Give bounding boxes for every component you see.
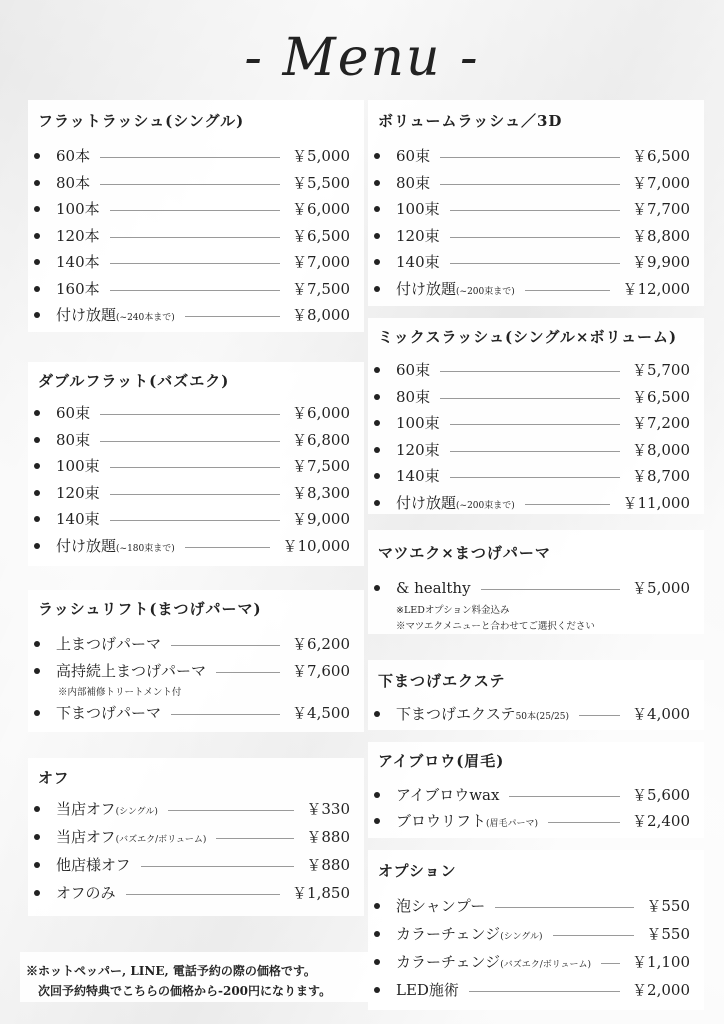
leader-line [185,316,280,317]
menu-item-price: ￥880 [306,856,350,874]
menu-item-label: 120束 [396,226,440,245]
menu-item-volume-4 [374,251,690,273]
bullet-icon [374,259,380,265]
menu-item-flat-1 [34,172,350,194]
bullet-icon [34,206,40,212]
menu-item-mix-0 [374,359,690,381]
menu-item-name [396,923,543,948]
menu-item-name [56,798,158,823]
menu-item-price: ￥7,200 [632,414,690,432]
menu-item-price: ￥7,700 [632,200,690,218]
leader-line [450,424,620,425]
menu-item-off-0 [34,798,350,820]
menu-item-price: ￥8,800 [632,226,690,245]
menu-item-price: ￥550 [646,897,690,915]
footer-note-1: ※ホットペッパー, LINE, 電話予約の際の価格です。 [26,964,316,978]
section-title-flat: フラットラッシュ(シングル) [38,112,245,130]
menu-item-price: ￥9,900 [632,253,690,271]
menu-item-flat-0 [34,145,350,167]
menu-item-name [56,633,161,655]
menu-item-name [396,198,440,220]
menu-item-label: 付け放題 [396,279,457,298]
menu-item-name [56,251,100,273]
bullet-icon [34,806,40,812]
bullet-icon [374,903,380,909]
menu-item-price: ￥7,500 [292,457,350,475]
menu-item-price: ￥7,600 [292,662,350,680]
section-title-off: オフ [38,769,70,787]
menu-item-price: ￥6,000 [292,404,350,422]
bullet-icon [374,959,380,965]
leader-line [100,184,280,185]
leader-line [548,822,620,823]
leader-line [168,810,294,811]
bullet-icon [374,792,380,798]
menu-item-label: 140束 [56,510,100,528]
menu-item-name [396,278,515,303]
footer-note-2: 次回予約特典でこちらの価格から-200円になります。 [38,984,332,998]
leader-line [100,414,280,415]
menu-item-price: ￥5,700 [632,361,690,379]
bullet-icon [374,206,380,212]
bullet-icon [374,987,380,993]
matsuperm-note-2: ※マツエクメニューと合わせてご選択ください [396,621,595,632]
leader-line [110,520,280,521]
bullet-icon [374,711,380,717]
menu-item-name [396,359,430,381]
menu-item-label: 140束 [396,253,440,271]
bullet-icon [374,394,380,400]
bullet-icon [34,834,40,840]
menu-item-mix-5 [374,492,690,514]
menu-item-label: LED施術 [396,981,459,999]
menu-item-label: カラーチェンジ [396,953,501,971]
menu-item-label: カラーチェンジ [396,925,501,943]
menu-item-label: 140束 [396,467,440,485]
bullet-icon [34,312,40,318]
menu-item-note: (~200束まで) [456,500,515,511]
menu-item-label: 100本 [56,200,100,218]
menu-item-price: ￥12,000 [622,279,690,298]
menu-item-label: 泡シャンプー [396,897,486,915]
menu-item-name [56,702,161,724]
menu-item-label: 付け放題 [396,493,457,512]
leader-line [525,290,610,291]
menu-item-name [56,535,175,560]
menu-item-volume-5 [374,278,690,300]
menu-item-volume-3 [374,225,690,247]
leader-line [450,237,620,238]
menu-item-name [396,412,440,434]
bullet-icon [34,259,40,265]
section-title-volume: ボリュームラッシュ／3D [378,112,563,130]
menu-item-volume-1 [374,172,690,194]
menu-item-price: ￥6,000 [292,200,350,218]
menu-item-label: 120束 [56,483,100,502]
bullet-icon [34,890,40,896]
bullet-icon [374,818,380,824]
menu-item-label: 80束 [396,173,431,192]
menu-item-double-3 [34,482,350,504]
menu-item-label: 付け放題 [56,536,117,555]
menu-item-name [56,482,100,504]
menu-item-label: 100束 [396,414,440,432]
menu-title: - Menu - [244,28,480,88]
bullet-icon [374,153,380,159]
menu-item-name [396,492,515,517]
menu-item-price: ￥4,500 [292,704,350,722]
menu-item-name [56,854,131,876]
menu-item-name [56,826,206,851]
menu-item-name [56,304,175,329]
leader-line [110,263,280,264]
menu-item-price: ￥9,000 [292,510,350,528]
menu-item-price: ￥11,000 [622,493,690,512]
menu-item-note: (バズエク/ボリューム) [115,835,207,845]
menu-item-mix-3 [374,439,690,461]
bullet-icon [34,286,40,292]
menu-item-price: ￥7,500 [292,279,350,298]
menu-item-price: ￥880 [306,828,350,846]
menu-item-price: ￥6,800 [292,430,350,449]
menu-item-price: ￥1,100 [632,953,690,971]
leader-line [110,290,280,291]
bullet-icon [374,286,380,292]
menu-item-lift-0 [34,633,350,655]
menu-item-mix-1 [374,386,690,408]
menu-item-price: ￥10,000 [282,536,350,555]
menu-item-name [56,145,90,167]
menu-item-name [56,402,90,424]
menu-item-label: 下まつげパーマ [56,704,162,722]
menu-item-label: 60束 [396,147,431,165]
menu-item-lower-0 [374,703,690,725]
menu-item-brow-1 [374,810,690,832]
leader-line [440,371,620,372]
menu-item-note: (シングル) [115,807,158,817]
menu-item-price: ￥5,500 [292,173,350,192]
leader-line [450,210,620,211]
menu-item-label: & healthy [396,579,471,597]
menu-item-name [56,225,100,247]
menu-item-name [396,225,440,247]
leader-line [110,210,280,211]
leader-line [100,157,280,158]
menu-item-name [56,278,100,300]
menu-item-price: ￥8,300 [292,483,350,502]
bullet-icon [374,447,380,453]
menu-item-note: 50本(25/25) [515,712,569,722]
menu-item-name [396,810,538,835]
bullet-icon [374,585,380,591]
menu-item-brow-0 [374,784,690,806]
menu-item-price: ￥4,000 [632,705,690,723]
menu-item-option-1 [374,923,690,945]
menu-item-name [396,251,440,273]
menu-item-name [396,951,591,976]
section-title-option: オプション [378,862,457,880]
menu-item-off-1 [34,826,350,848]
menu-item-flat-3 [34,225,350,247]
leader-line [100,441,280,442]
leader-line [440,398,620,399]
menu-item-lift-1 [34,660,350,682]
bullet-icon [374,233,380,239]
menu-item-name [396,386,430,408]
menu-item-name [396,439,440,461]
leader-line [126,894,280,895]
leader-line [509,796,620,797]
menu-item-name [56,198,100,220]
menu-item-label: 160本 [56,279,100,298]
leader-line [525,504,610,505]
menu-item-label: 高持続上まつげパーマ [56,662,207,680]
leader-line [440,157,620,158]
menu-item-volume-2 [374,198,690,220]
menu-item-price: ￥5,600 [632,786,690,804]
menu-item-price: ￥550 [646,925,690,943]
menu-item-label: オフのみ [56,884,116,902]
menu-item-label: 当店オフ [56,800,116,818]
leader-line [450,451,620,452]
menu-item-price: ￥1,850 [292,884,350,902]
menu-item-label: 80束 [56,430,91,449]
leader-line [553,935,634,936]
bullet-icon [374,500,380,506]
leader-line [481,589,620,590]
leader-line [185,547,270,548]
leader-line [216,672,280,673]
menu-item-label: 60束 [56,404,91,422]
menu-item-mix-2 [374,412,690,434]
menu-item-note: (バズエク/ボリューム) [500,960,591,970]
leader-line [171,645,280,646]
bullet-icon [374,473,380,479]
bullet-icon [34,410,40,416]
menu-item-name [56,429,90,451]
menu-item-matsuperm-0 [374,577,690,599]
menu-item-name [396,895,485,917]
menu-item-name [396,145,430,167]
menu-item-price: ￥7,000 [292,253,350,271]
menu-item-price: ￥330 [306,800,350,818]
menu-item-label: 120束 [396,440,440,459]
menu-item-label: 上まつげパーマ [56,635,162,653]
leader-line [141,866,294,867]
menu-item-label: 100束 [396,200,440,218]
menu-item-double-1 [34,429,350,451]
section-title-matsuperm: マツエク×まつげパーマ [378,544,551,562]
menu-item-off-2 [34,854,350,876]
menu-item-price: ￥6,500 [632,387,690,406]
menu-item-name [56,660,206,682]
menu-item-option-3 [374,979,690,1001]
bullet-icon [34,710,40,716]
section-title-lift: ラッシュリフト(まつげパーマ) [38,600,262,618]
section-title-mix: ミックスラッシュ(シングル×ボリューム) [378,328,678,346]
menu-item-label: 120本 [56,226,100,245]
leader-line [450,263,620,264]
menu-item-mix-4 [374,465,690,487]
matsuperm-note-1: ※LEDオプション料金込み [396,605,510,616]
bullet-icon [34,862,40,868]
menu-item-volume-0 [374,145,690,167]
menu-item-label: 付け放題 [56,306,117,324]
menu-item-double-0 [34,402,350,424]
menu-item-label: 当店オフ [56,828,116,846]
menu-item-name [56,455,100,477]
menu-item-label: アイブロウwax [396,786,500,804]
menu-item-label: 60束 [396,361,431,379]
menu-item-double-5 [34,535,350,557]
menu-item-price: ￥2,400 [632,812,690,830]
bullet-icon [34,543,40,549]
menu-item-name [56,172,90,194]
menu-item-price: ￥8,000 [292,306,350,324]
section-title-brow: アイブロウ(眉毛) [378,752,505,770]
bullet-icon [34,463,40,469]
menu-item-flat-4 [34,251,350,273]
menu-item-name [396,703,569,728]
lift-sub-note: ※内部補修トリートメント付 [58,687,182,698]
menu-item-label: 140本 [56,253,100,271]
menu-item-label: ブロウリフト [396,812,487,830]
bullet-icon [374,367,380,373]
menu-item-label: 100束 [56,457,100,475]
menu-item-price: ￥6,200 [292,635,350,653]
menu-item-note: (シングル) [500,932,543,942]
leader-line [110,237,280,238]
bullet-icon [374,420,380,426]
leader-line [110,494,280,495]
leader-line [601,963,620,964]
menu-item-note: (~200束まで) [456,286,515,297]
leader-line [495,907,634,908]
menu-item-price: ￥6,500 [632,147,690,165]
bullet-icon [34,233,40,239]
menu-item-label: 60本 [56,147,91,165]
menu-item-price: ￥5,000 [292,147,350,165]
menu-item-name [56,882,116,904]
menu-item-option-0 [374,895,690,917]
menu-item-label: 80本 [56,173,91,192]
menu-item-note: (眉毛パーマ) [486,819,539,829]
bullet-icon [34,641,40,647]
menu-item-name [396,465,440,487]
leader-line [579,715,620,716]
bullet-icon [374,931,380,937]
menu-item-name [396,577,471,599]
menu-item-name [56,508,100,530]
leader-line [216,838,294,839]
menu-item-flat-6 [34,304,350,326]
bullet-icon [374,180,380,186]
menu-item-name [396,979,459,1001]
menu-item-price: ￥5,000 [632,579,690,597]
menu-item-off-3 [34,882,350,904]
menu-item-flat-2 [34,198,350,220]
menu-item-price: ￥6,500 [292,226,350,245]
bullet-icon [34,516,40,522]
menu-item-label: 80束 [396,387,431,406]
menu-item-double-2 [34,455,350,477]
leader-line [110,467,280,468]
bullet-icon [34,490,40,496]
leader-line [171,714,280,715]
bullet-icon [34,180,40,186]
leader-line [469,991,620,992]
menu-item-name [396,784,499,806]
menu-item-name [396,172,430,194]
menu-item-price: ￥8,700 [632,467,690,485]
menu-item-note: (~180束まで) [116,543,175,554]
menu-item-flat-5 [34,278,350,300]
menu-item-price: ￥8,000 [632,440,690,459]
menu-item-price: ￥7,000 [632,173,690,192]
menu-item-price: ￥2,000 [632,981,690,999]
menu-item-double-4 [34,508,350,530]
menu-item-label: 下まつげエクステ [396,705,516,723]
menu-item-option-2 [374,951,690,973]
bullet-icon [34,437,40,443]
bullet-icon [34,668,40,674]
menu-item-lift-2 [34,702,350,724]
menu-item-label: 他店様オフ [56,856,131,874]
bullet-icon [34,153,40,159]
menu-item-note: (~240本まで) [116,313,175,323]
leader-line [450,477,620,478]
section-title-double: ダブルフラット(バズエク) [38,372,230,390]
leader-line [440,184,620,185]
section-title-lower: 下まつげエクステ [378,672,506,690]
